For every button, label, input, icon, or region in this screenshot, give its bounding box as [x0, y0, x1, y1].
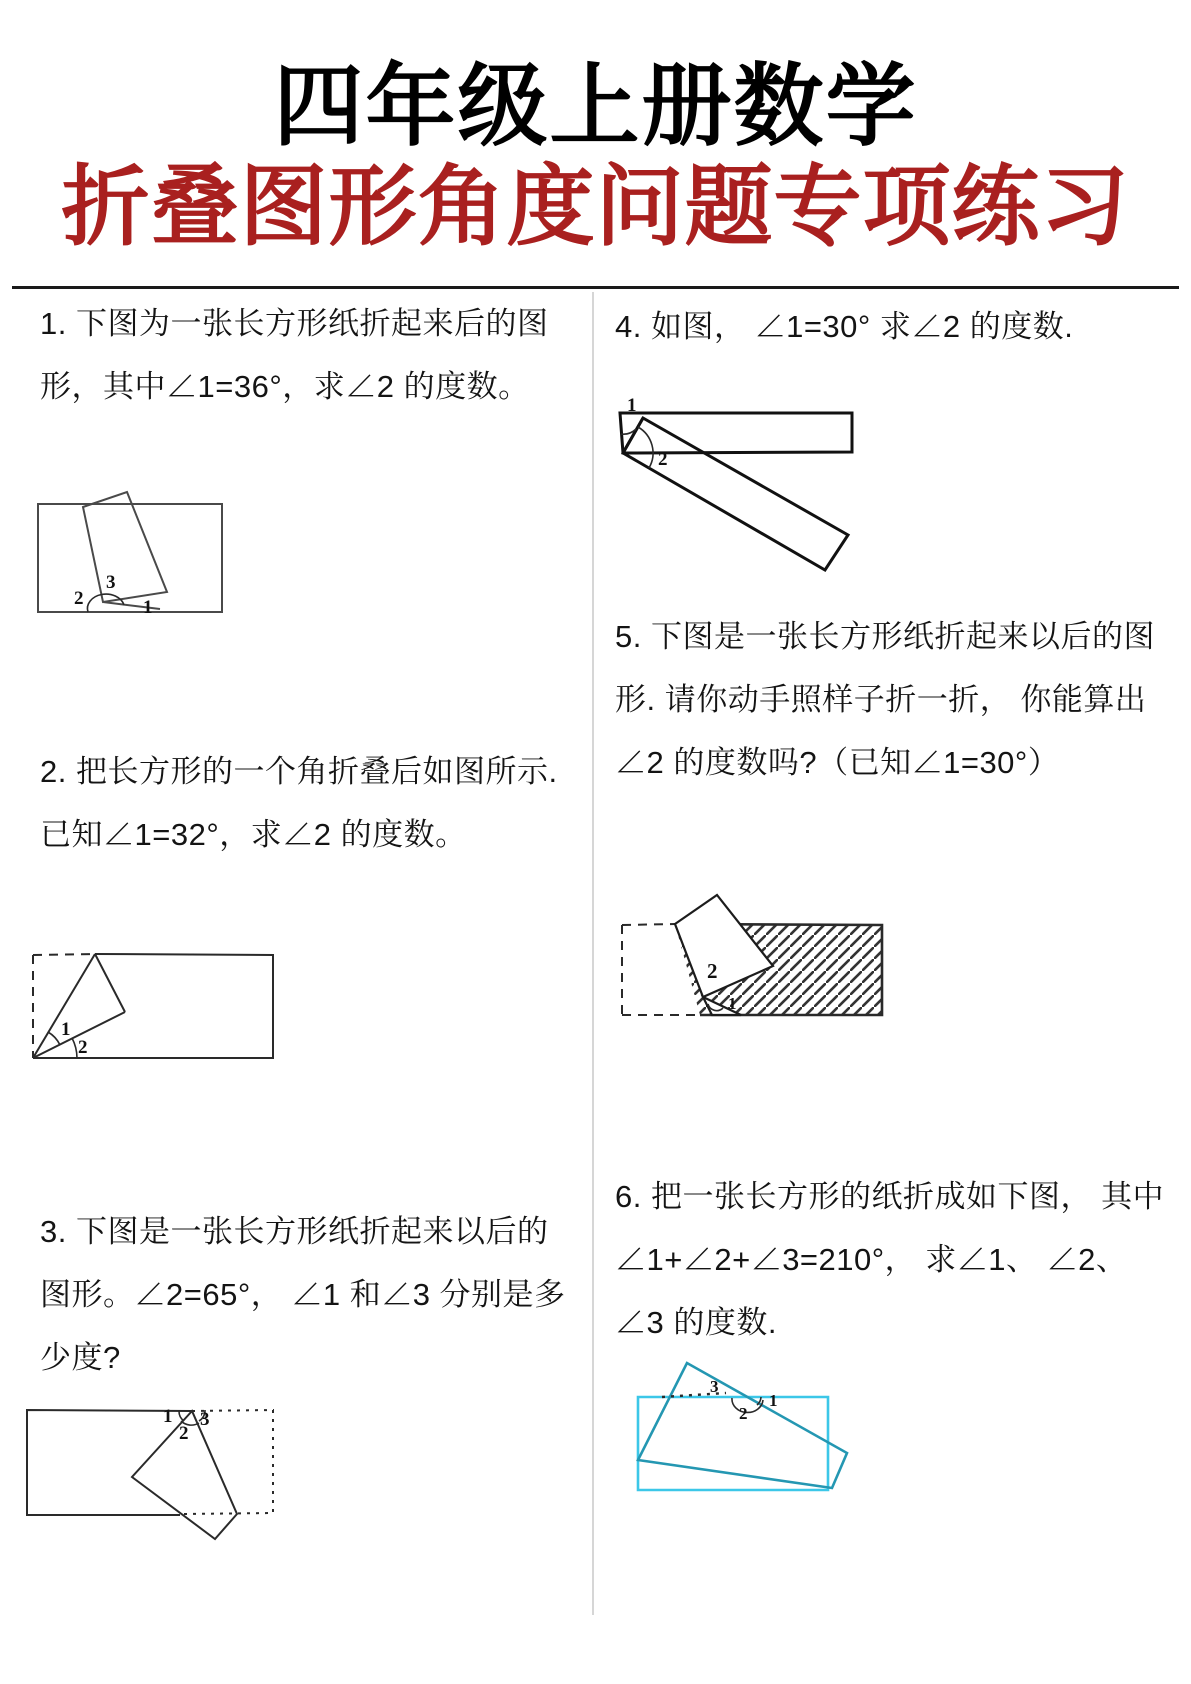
- angle-2-label: 2: [179, 1423, 189, 1444]
- problem-1-text: 1. 下图为一张长方形纸折起来后的图形，其中∠1=36°，求∠2 的度数。: [40, 306, 549, 404]
- rectangle-solid-edges: [33, 954, 273, 1058]
- problem-2-text: 2. 把长方形的一个角折叠后如图所示. 已知∠1=32°，求∠2 的度数。: [40, 754, 558, 852]
- angle-3-label: 3: [710, 1377, 719, 1396]
- angle-3-label: 3: [106, 572, 116, 593]
- problem-3-text: 3. 下图是一张长方形纸折起来以后的图形。∠2=65°， ∠1 和∠3 分别是多少度?: [40, 1214, 566, 1375]
- page-subtitle: 折叠图形角度问题专项练习: [61, 157, 1130, 256]
- angle-2-label: 2: [74, 588, 84, 609]
- angle-2-arc: [72, 1038, 77, 1058]
- problem-4-text: 4. 如图， ∠1=30° 求∠2 的度数.: [615, 309, 1074, 344]
- angle-1-label: 1: [163, 1406, 173, 1427]
- header-divider: [12, 286, 1179, 289]
- problem-5-text: 5. 下图是一张长方形纸折起来以后的图形. 请你动手照样子折一折， 你能算出∠2 的度数吗?（已知∠1=30°）: [615, 619, 1155, 780]
- angle-2-label: 2: [707, 959, 718, 983]
- angle-1-label: 1: [143, 597, 153, 618]
- page-title: 四年级上册数学: [273, 57, 918, 157]
- folded-flap: [638, 1363, 847, 1488]
- angle-1-label: 1: [769, 1391, 778, 1410]
- rectangle-outline: [638, 1397, 828, 1490]
- angle-3-label: 3: [200, 1409, 210, 1430]
- angle-2-label: 2: [658, 449, 668, 470]
- rectangle-outline: [38, 504, 222, 612]
- problem-1-diagram: [30, 482, 230, 622]
- folded-flap: [83, 492, 167, 602]
- problem-2-diagram: [20, 935, 290, 1070]
- angle-2-label: 2: [739, 1404, 748, 1423]
- horizontal-strip: [620, 413, 852, 453]
- angle-1-label: 1: [627, 395, 637, 416]
- rectangle-dotted-edges: [183, 1410, 273, 1514]
- angle-1-label: 1: [61, 1019, 71, 1040]
- problem-3-diagram: [15, 1395, 300, 1550]
- problem-6-diagram: [628, 1350, 873, 1505]
- angle-1-arc: [48, 1032, 60, 1045]
- angle-1-arc: [179, 1411, 184, 1421]
- problem-6-text: 6. 把一张长方形的纸折成如下图， 其中∠1+∠2+∠3=210°， 求∠1、 ∠2、 ∠3 的度数.: [615, 1179, 1165, 1340]
- angle-1-label: 1: [728, 994, 737, 1013]
- angle-2-label: 2: [78, 1037, 88, 1058]
- problem-4-diagram: [610, 395, 910, 588]
- folded-strip: [623, 418, 848, 570]
- column-divider: [592, 292, 594, 1615]
- problem-5-diagram: [610, 875, 905, 1025]
